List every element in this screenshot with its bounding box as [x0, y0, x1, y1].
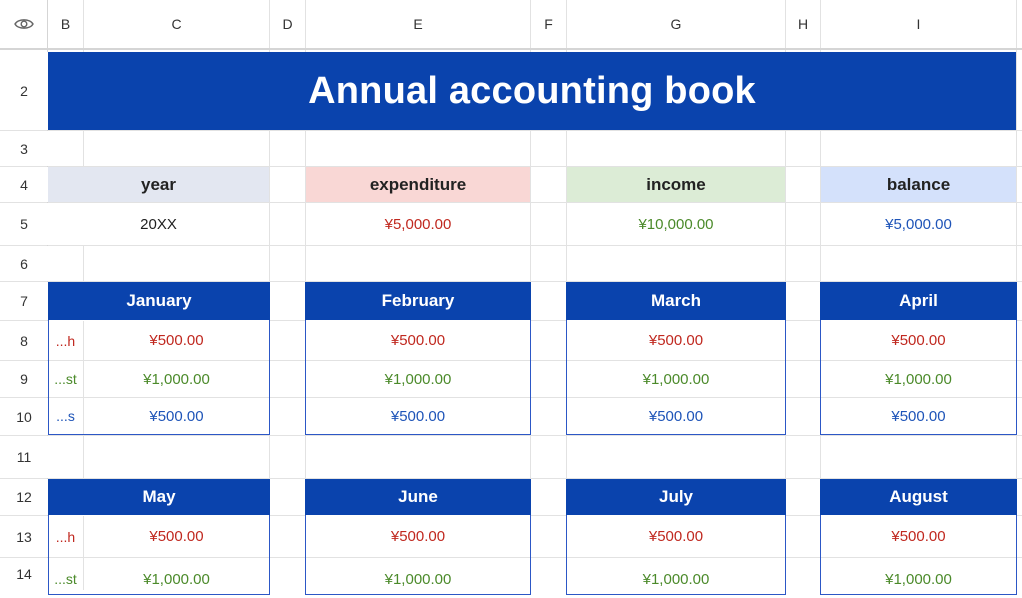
sheet-title[interactable]: Annual accounting book — [48, 52, 1016, 130]
year-value[interactable]: 20XX — [48, 203, 269, 245]
month-header-june[interactable]: June — [305, 479, 531, 515]
june-expenditure[interactable]: ¥500.00 — [390, 528, 446, 545]
may-expenditure[interactable]: ¥500.00 — [149, 528, 204, 545]
balance-label[interactable]: balance — [821, 167, 1016, 202]
month-header-may[interactable]: May — [48, 479, 270, 515]
july-expenditure[interactable]: ¥500.00 — [648, 528, 704, 545]
row-header-6[interactable]: 6 — [0, 246, 48, 281]
february-income[interactable]: ¥1,000.00 — [384, 370, 452, 388]
february-expenditure[interactable]: ¥500.00 — [390, 332, 446, 349]
column-header-d[interactable]: D — [270, 0, 305, 48]
balance-total[interactable]: ¥5,000.00 — [885, 215, 952, 233]
may-income[interactable]: ¥1,000.00 — [143, 570, 210, 588]
march-expenditure[interactable]: ¥500.00 — [648, 332, 704, 349]
row-header-5[interactable]: 5 — [0, 203, 48, 245]
month-header-march[interactable]: March — [566, 282, 786, 320]
column-header-h[interactable]: H — [786, 0, 820, 48]
row-label-expenditure[interactable]: ...h — [55, 332, 76, 349]
column-header-e[interactable]: E — [306, 0, 530, 48]
row-header-14[interactable]: 14 — [0, 558, 48, 590]
april-balance[interactable]: ¥500.00 — [891, 407, 946, 425]
month-header-july[interactable]: July — [566, 479, 786, 515]
row-label-income-2[interactable]: ...st — [54, 571, 77, 587]
february-balance[interactable]: ¥500.00 — [390, 407, 446, 425]
january-expenditure[interactable]: ¥500.00 — [149, 332, 204, 349]
april-income[interactable]: ¥1,000.00 — [885, 370, 952, 388]
january-income[interactable]: ¥1,000.00 — [143, 370, 210, 388]
row-label-expenditure-2[interactable]: ...h — [55, 528, 76, 545]
month-header-april[interactable]: April — [820, 282, 1017, 320]
month-header-august[interactable]: August — [820, 479, 1017, 515]
eye-icon[interactable] — [0, 0, 48, 48]
march-balance[interactable]: ¥500.00 — [648, 407, 704, 425]
row-header-13[interactable]: 13 — [0, 516, 48, 557]
month-header-january[interactable]: January — [48, 282, 270, 320]
income-total[interactable]: ¥10,000.00 — [638, 215, 714, 233]
column-header-f[interactable]: F — [531, 0, 566, 48]
row-header-3[interactable]: 3 — [0, 131, 48, 166]
column-header-b[interactable]: B — [48, 0, 83, 48]
april-expenditure[interactable]: ¥500.00 — [891, 332, 946, 349]
column-header-g[interactable]: G — [567, 0, 785, 48]
june-income[interactable]: ¥1,000.00 — [384, 570, 452, 588]
expenditure-label[interactable]: expenditure — [306, 167, 530, 202]
row-header-10[interactable]: 10 — [0, 398, 48, 435]
header-separator — [0, 48, 1022, 50]
row-header-4[interactable]: 4 — [0, 167, 48, 202]
income-label[interactable]: income — [567, 167, 785, 202]
january-balance[interactable]: ¥500.00 — [149, 407, 204, 425]
column-header-i[interactable]: I — [821, 0, 1016, 48]
august-income[interactable]: ¥1,000.00 — [885, 570, 952, 588]
row-label-balance[interactable]: ...s — [56, 408, 75, 424]
row-header-9[interactable]: 9 — [0, 361, 48, 397]
row-header-11[interactable]: 11 — [0, 436, 48, 478]
column-header-c[interactable]: C — [84, 0, 269, 48]
august-expenditure[interactable]: ¥500.00 — [891, 528, 946, 545]
row-header-8[interactable]: 8 — [0, 321, 48, 360]
row-header-2[interactable]: 2 — [0, 52, 48, 130]
july-income[interactable]: ¥1,000.00 — [642, 570, 710, 588]
year-label[interactable]: year — [48, 167, 269, 202]
row-header-7[interactable]: 7 — [0, 282, 48, 320]
expenditure-total[interactable]: ¥5,000.00 — [384, 215, 452, 233]
row-label-income[interactable]: ...st — [54, 371, 77, 387]
month-header-february[interactable]: February — [305, 282, 531, 320]
row-header-12[interactable]: 12 — [0, 479, 48, 515]
march-income[interactable]: ¥1,000.00 — [642, 370, 710, 388]
